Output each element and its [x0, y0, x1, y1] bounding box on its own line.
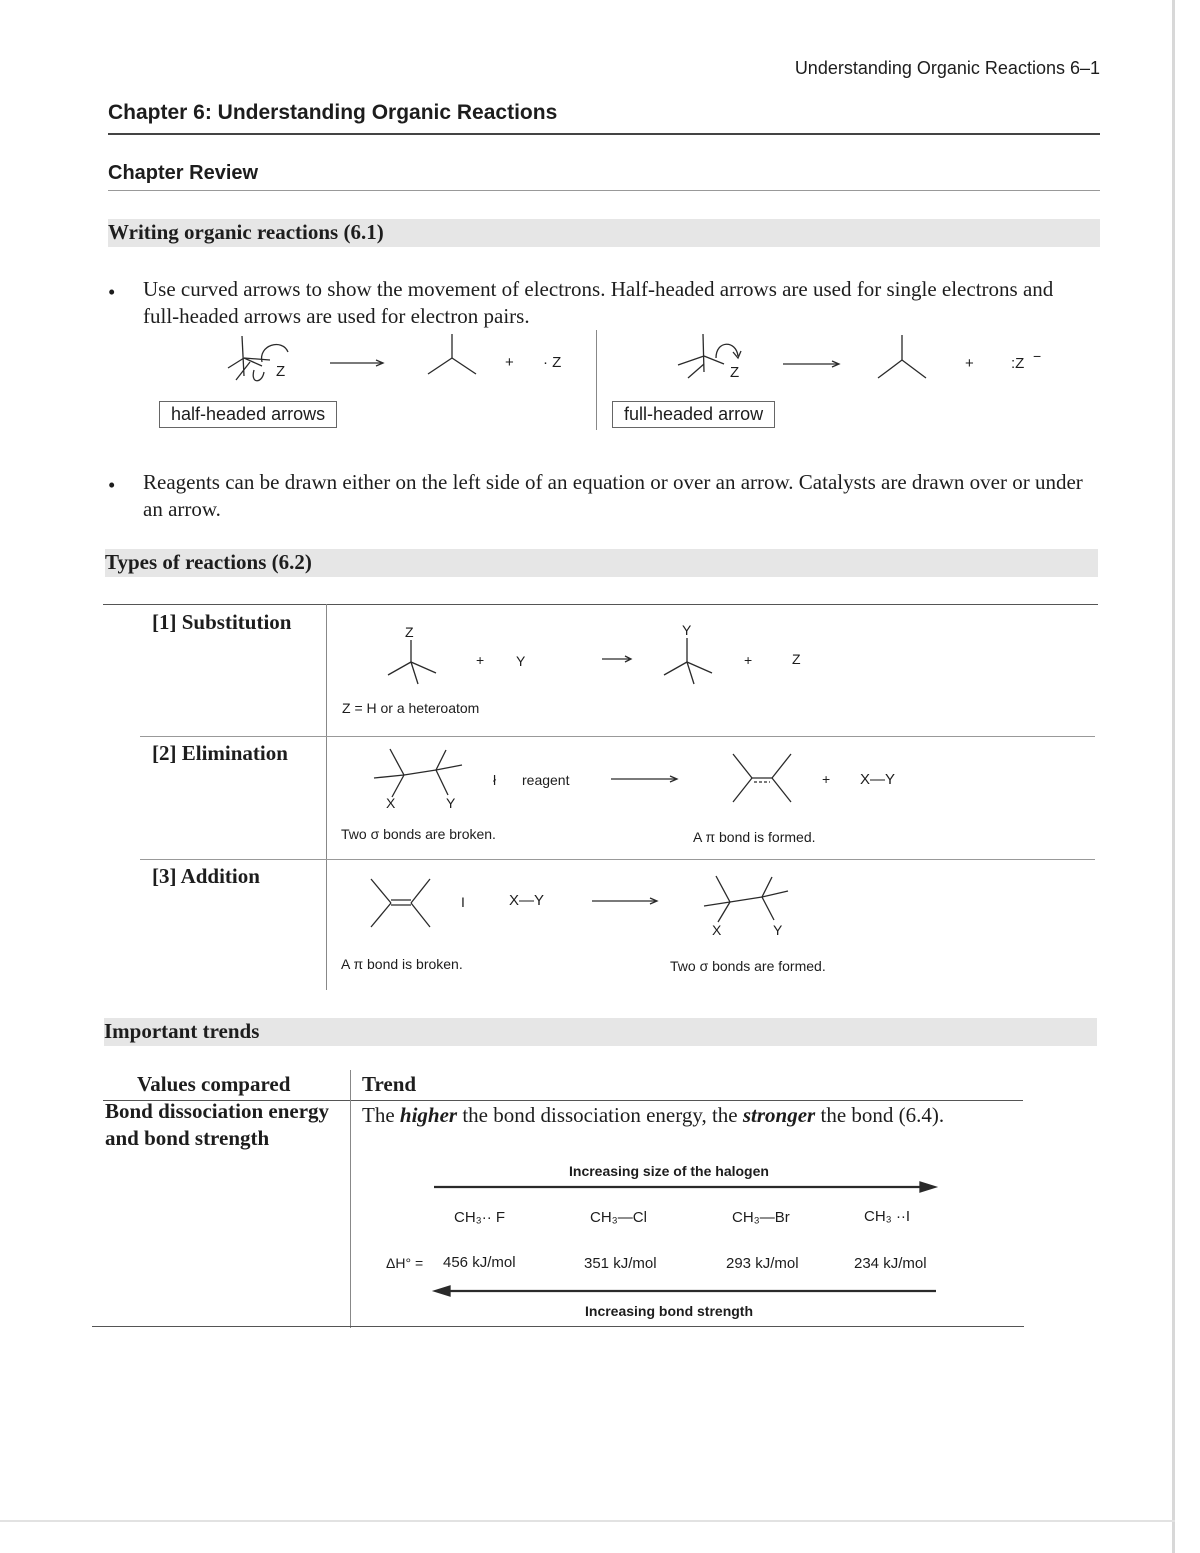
substitution-z: Z [405, 624, 414, 640]
substitution-label: [1] Substitution [152, 610, 292, 634]
chapter-title: Chapter 6: Understanding Organic Reactions [108, 101, 558, 124]
substitution-z-leaving: Z [792, 651, 801, 667]
elimination-y: Y [446, 795, 456, 811]
addition-plus: I [461, 894, 465, 910]
substitution-plus-2: + [744, 652, 753, 668]
half-headed-arrows-label: half-headed arrows [159, 401, 337, 428]
compound-ch3f: CH₃·· F [454, 1209, 506, 1226]
substitution-y-product: Y [682, 622, 692, 638]
scheme-z-right: Z [730, 364, 740, 381]
section-heading-writing: Writing organic reactions (6.1) [108, 220, 384, 244]
addition-label: [3] Addition [152, 864, 260, 888]
compound-ch3br: CH₃—Br [732, 1209, 790, 1226]
energy-ch3i: 234 kJ/mol [854, 1255, 927, 1272]
elimination-reagent: reagent [522, 772, 570, 788]
addition-caption-left: A π bond is broken. [341, 956, 463, 972]
addition-xy: X—Y [509, 892, 545, 909]
section-heading-trends: Important trends [104, 1019, 260, 1043]
column-header-values: Values compared [137, 1072, 291, 1096]
bullet-curved-arrows: Use curved arrows to show the movement of electrons. Half-headed arrows are used for single electrons and full-headed arrows are used for electron pairs. [143, 277, 1054, 328]
compound-ch3cl: CH₃—Cl [590, 1209, 647, 1226]
elimination-x: X [386, 795, 396, 811]
delta-h-label: ΔH° = [386, 1255, 424, 1271]
scan-page-edge-bottom [0, 1520, 1175, 1522]
substitution-note: Z = H or a heteroatom [342, 700, 480, 716]
trend-description: The higher the bond dissociation energy, the stronger the bond (6.4). [362, 1103, 945, 1127]
elimination-plus: ł [493, 772, 497, 788]
substitution-y-reagent: Y [516, 653, 526, 669]
scheme-anion-z: :Z [1011, 355, 1025, 372]
halogen-size-caption: Increasing size of the halogen [569, 1163, 769, 1179]
section-heading-types: Types of reactions (6.2) [105, 550, 312, 574]
scheme-z-left: Z [276, 363, 286, 380]
emphasis-higher: higher [399, 1103, 458, 1127]
elimination-caption-left: Two σ bonds are broken. [341, 826, 496, 842]
energy-ch3cl: 351 kJ/mol [584, 1255, 657, 1272]
bullet-reagents: Reagents can be drawn either on the left side of an equation or over an arrow. Catalysts are drawn over or under an arrow. [143, 470, 1083, 521]
running-head: Understanding Organic Reactions 6–1 [794, 58, 1100, 78]
energy-ch3br: 293 kJ/mol [726, 1255, 799, 1272]
scheme-radical-z: · Z [543, 354, 562, 371]
substitution-plus-1: + [476, 652, 485, 668]
elimination-label: [2] Elimination [152, 741, 288, 765]
bullet-marker: • [108, 473, 116, 497]
elimination-caption-right: A π bond is formed. [693, 829, 816, 845]
scheme-plus-left: + [505, 354, 514, 371]
chapter-review-heading: Chapter Review [108, 162, 259, 184]
addition-y: Y [773, 922, 783, 938]
scheme-plus-right: + [965, 355, 974, 372]
full-headed-arrow-label: full-headed arrow [612, 401, 775, 428]
emphasis-stronger: stronger [742, 1103, 816, 1127]
elimination-plus-2: + [822, 771, 831, 787]
addition-caption-right: Two σ bonds are formed. [670, 958, 826, 974]
addition-x: X [712, 922, 722, 938]
bullet-marker: • [108, 280, 116, 304]
compound-ch3i: CH₃ ··I [864, 1208, 911, 1225]
column-header-trend: Trend [362, 1072, 417, 1096]
energy-ch3f: 456 kJ/mol [443, 1254, 516, 1271]
trend-values-cell: Bond dissociation energy and bond strength [105, 1099, 330, 1150]
bond-strength-caption: Increasing bond strength [585, 1303, 754, 1319]
elimination-xy: X—Y [860, 771, 896, 788]
scheme-minus-charge: − [1033, 348, 1042, 364]
